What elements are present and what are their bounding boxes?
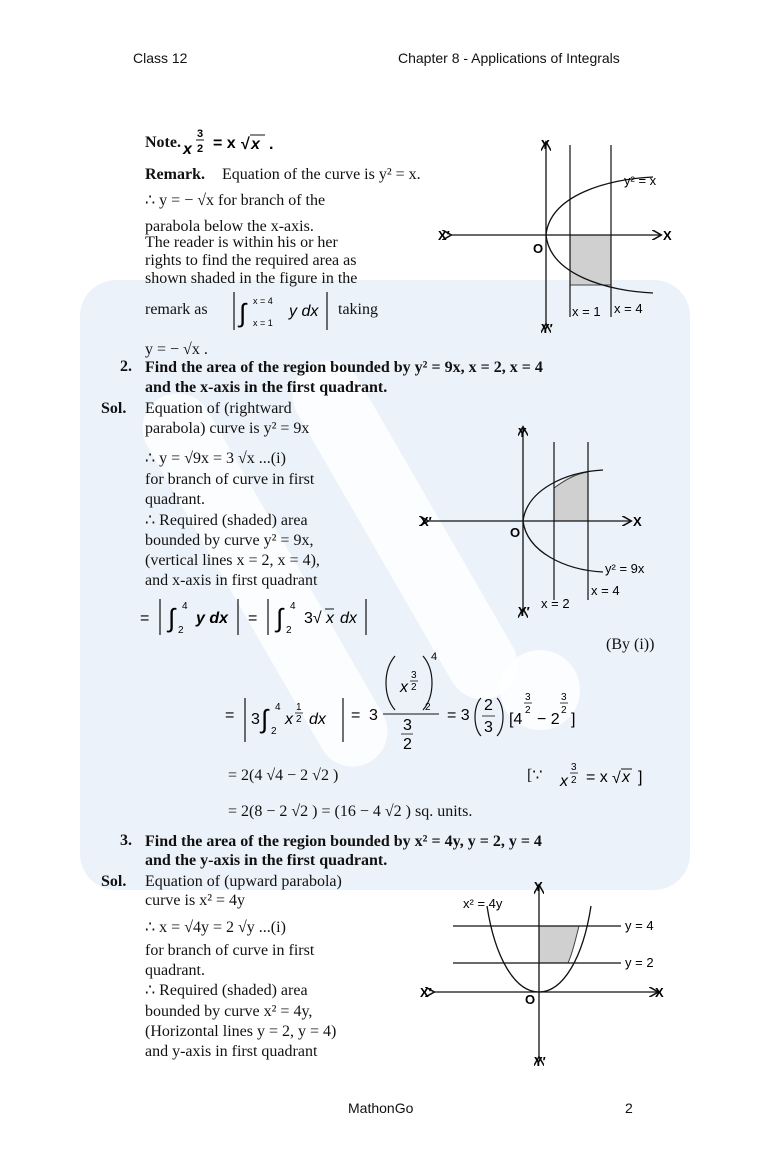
svg-text:2: 2	[403, 736, 412, 753]
q3-sol-5: quadrant.	[145, 962, 205, 979]
q3-line-1: Find the area of the region bounded by x² = 4y, y = 2, y = 4	[145, 833, 542, 850]
q2-sol-3: ∴ y = √9x = 3 √x ...(i)	[145, 450, 286, 467]
reader-line-3: shown shaded in the figure in the	[145, 270, 358, 287]
q2-because: [∵	[527, 767, 543, 784]
remark-y-eq: y = − √x .	[145, 341, 208, 358]
fig3-yp-label: Y′	[534, 1054, 546, 1069]
svg-text:= x: = x	[586, 769, 608, 786]
svg-text:4: 4	[275, 702, 281, 713]
q3-sol-2: curve is x² = 4y	[145, 892, 246, 909]
svg-text:dx: dx	[340, 610, 357, 627]
branch-line-1: ∴ y = − √x for branch of the	[145, 192, 326, 209]
q2-sol-4: for branch of curve in first	[145, 471, 315, 488]
header-chapter: Chapter 8 - Applications of Integrals	[398, 50, 620, 66]
q2-result-1: = 2(4 √4 − 2 √2 )	[228, 767, 339, 784]
q2-sol-6: ∴ Required (shaded) area	[145, 512, 308, 529]
svg-text:x: x	[285, 711, 293, 728]
q3-sol-4: for branch of curve in first	[145, 942, 315, 959]
q2-line-2: and the x-axis in the first quadrant.	[145, 379, 388, 396]
svg-text:x: x	[400, 679, 408, 696]
q3-sol-label: Sol.	[101, 873, 127, 890]
q2-evaluation	[225, 650, 595, 753]
svg-text:2: 2	[484, 697, 493, 714]
footer-brand: MathonGo	[348, 1100, 414, 1116]
svg-text:3√: 3√	[304, 610, 322, 627]
svg-text:= x: = x	[213, 135, 236, 152]
fig2-x2-label: x = 2	[541, 596, 570, 611]
fig3-curve-label: x² = 4y	[463, 896, 503, 911]
svg-text:x: x	[326, 610, 334, 627]
svg-text:=: =	[140, 610, 150, 627]
svg-text:4: 4	[182, 601, 188, 612]
q3-sol-9: and y-axis in first quadrant	[145, 1043, 318, 1060]
q2-number: 2.	[120, 358, 132, 375]
q2-line-1: Find the area of the region bounded by y² = 9x, x = 2, x = 4	[145, 359, 543, 376]
svg-text:y dx: y dx	[196, 610, 229, 627]
q3-sol-6: ∴ Required (shaded) area	[145, 982, 308, 999]
svg-text:x: x	[560, 773, 568, 790]
q2-by-i: (By (i))	[606, 636, 655, 653]
q2-sol-9: and x-axis in first quadrant	[145, 572, 318, 589]
svg-text:2: 2	[425, 702, 431, 713]
q3-sol-7: bounded by curve x² = 4y,	[145, 1003, 313, 1020]
svg-text:3: 3	[197, 128, 204, 140]
fig2-x4-label: x = 4	[591, 583, 620, 598]
remark-text: Equation of the curve is y² = x.	[222, 166, 421, 183]
fig2-xp-label: X′	[420, 514, 432, 529]
svg-text:∫: ∫	[239, 298, 247, 328]
svg-text:√: √	[612, 770, 621, 787]
remark-label: Remark.	[145, 166, 205, 183]
svg-text:2: 2	[561, 705, 567, 716]
svg-text:=: =	[248, 610, 258, 627]
q3-line-2: and the y-axis in the first quadrant.	[145, 852, 388, 869]
svg-text:3: 3	[484, 719, 493, 736]
fig1-origin: O	[533, 241, 544, 256]
fig1-x4-label: x = 4	[614, 301, 643, 316]
q3-sol-8: (Horizontal lines y = 2, y = 4)	[145, 1023, 337, 1040]
q2-sol-2: parabola) curve is y² = 9x	[145, 420, 310, 437]
fig1-curve-label: y² = x	[624, 173, 657, 188]
svg-text:x: x	[622, 769, 630, 786]
svg-text:x: x	[251, 136, 260, 153]
fig1-yp-label: Y′	[541, 321, 553, 336]
note-label: Note.	[145, 134, 181, 151]
svg-text:2: 2	[271, 726, 277, 737]
note-formula	[183, 122, 303, 162]
svg-text:4: 4	[290, 601, 296, 612]
svg-text:2: 2	[286, 625, 292, 636]
svg-text:x = 1: x = 1	[253, 318, 273, 328]
fig3-y-label: Y	[534, 879, 543, 894]
svg-text:3: 3	[403, 717, 412, 734]
svg-text:2: 2	[178, 625, 184, 636]
svg-text:3: 3	[525, 692, 531, 703]
q2-sol-5: quadrant.	[145, 491, 205, 508]
svg-text:2: 2	[571, 775, 577, 786]
svg-text:x: x	[183, 141, 192, 158]
q2-area-integral	[140, 595, 380, 639]
svg-text:1: 1	[296, 702, 302, 713]
fig2-origin: O	[510, 525, 521, 540]
q3-number: 3.	[120, 832, 132, 849]
fig3-y4-label: y = 4	[625, 918, 654, 933]
q2-sol-1: Equation of (rightward	[145, 400, 292, 417]
q3-sol-3: ∴ x = √4y = 2 √y ...(i)	[145, 919, 286, 936]
q2-result-2: = 2(8 − 2 √2 ) = (16 − 4 √2 ) sq. units.	[228, 803, 473, 820]
svg-text:3: 3	[369, 707, 378, 724]
fig1-x-label: X	[663, 228, 672, 243]
fig1-shaded-region	[570, 235, 611, 285]
fig3-origin: O	[525, 992, 536, 1007]
svg-text:2: 2	[197, 143, 204, 155]
q3-sol-1: Equation of (upward parabola)	[145, 873, 342, 890]
figure-2	[415, 420, 655, 620]
branch-line-2: parabola below the x-axis.	[145, 218, 314, 235]
svg-text:]: ]	[571, 711, 576, 728]
svg-text:∫: ∫	[261, 704, 269, 734]
fig1-xp-label: X′	[438, 228, 450, 243]
svg-text:3: 3	[571, 762, 577, 773]
q2-sol-label: Sol.	[101, 400, 127, 417]
fig1-x1-label: x = 1	[572, 304, 601, 319]
footer-page-number: 2	[625, 1100, 633, 1116]
remark-taking: taking	[338, 301, 378, 318]
fig3-y2-label: y = 2	[625, 955, 654, 970]
figure-3	[415, 878, 675, 1068]
svg-text:∫: ∫	[276, 603, 284, 633]
svg-text:− 2: − 2	[537, 711, 560, 728]
svg-text:[4: [4	[509, 711, 523, 728]
fig3-shaded-region	[539, 926, 579, 963]
fig2-x-label: X	[633, 514, 642, 529]
svg-text:x = 4: x = 4	[253, 296, 273, 306]
svg-text:2: 2	[525, 705, 531, 716]
svg-text:2: 2	[296, 714, 302, 725]
svg-text:3: 3	[251, 711, 260, 728]
svg-text:3: 3	[411, 670, 417, 681]
fig2-curve-label: y² = 9x	[605, 561, 645, 576]
svg-text:= 3: = 3	[447, 707, 470, 724]
figure-1	[438, 135, 678, 335]
svg-text:3: 3	[561, 692, 567, 703]
svg-text:4: 4	[431, 651, 438, 663]
q2-sol-7: bounded by curve y² = 9x,	[145, 532, 314, 549]
q2-sol-8: (vertical lines x = 2, x = 4),	[145, 552, 320, 569]
fig3-xp-label: X′	[420, 985, 432, 1000]
svg-text:=: =	[225, 707, 235, 724]
svg-text:dx: dx	[309, 711, 326, 728]
svg-text:]: ]	[638, 769, 643, 786]
reader-line-1: The reader is within his or her	[145, 234, 338, 251]
header-class: Class 12	[133, 50, 188, 66]
svg-text:2: 2	[411, 682, 417, 693]
reader-line-2: rights to find the required area as	[145, 252, 357, 269]
remark-as: remark as	[145, 301, 208, 318]
svg-text:y dx: y dx	[289, 303, 319, 320]
fig1-y-label: Y	[541, 137, 550, 152]
svg-text:=: =	[351, 707, 361, 724]
fig2-y-label: Y	[518, 425, 527, 440]
fig2-yp-label: Y′	[518, 604, 530, 619]
svg-text:√: √	[241, 136, 250, 153]
svg-text:.: .	[269, 136, 274, 153]
svg-text:∫: ∫	[168, 603, 176, 633]
q2-because-formula	[560, 756, 660, 792]
fig3-x-label: X	[655, 985, 664, 1000]
remark-integral	[231, 290, 331, 334]
